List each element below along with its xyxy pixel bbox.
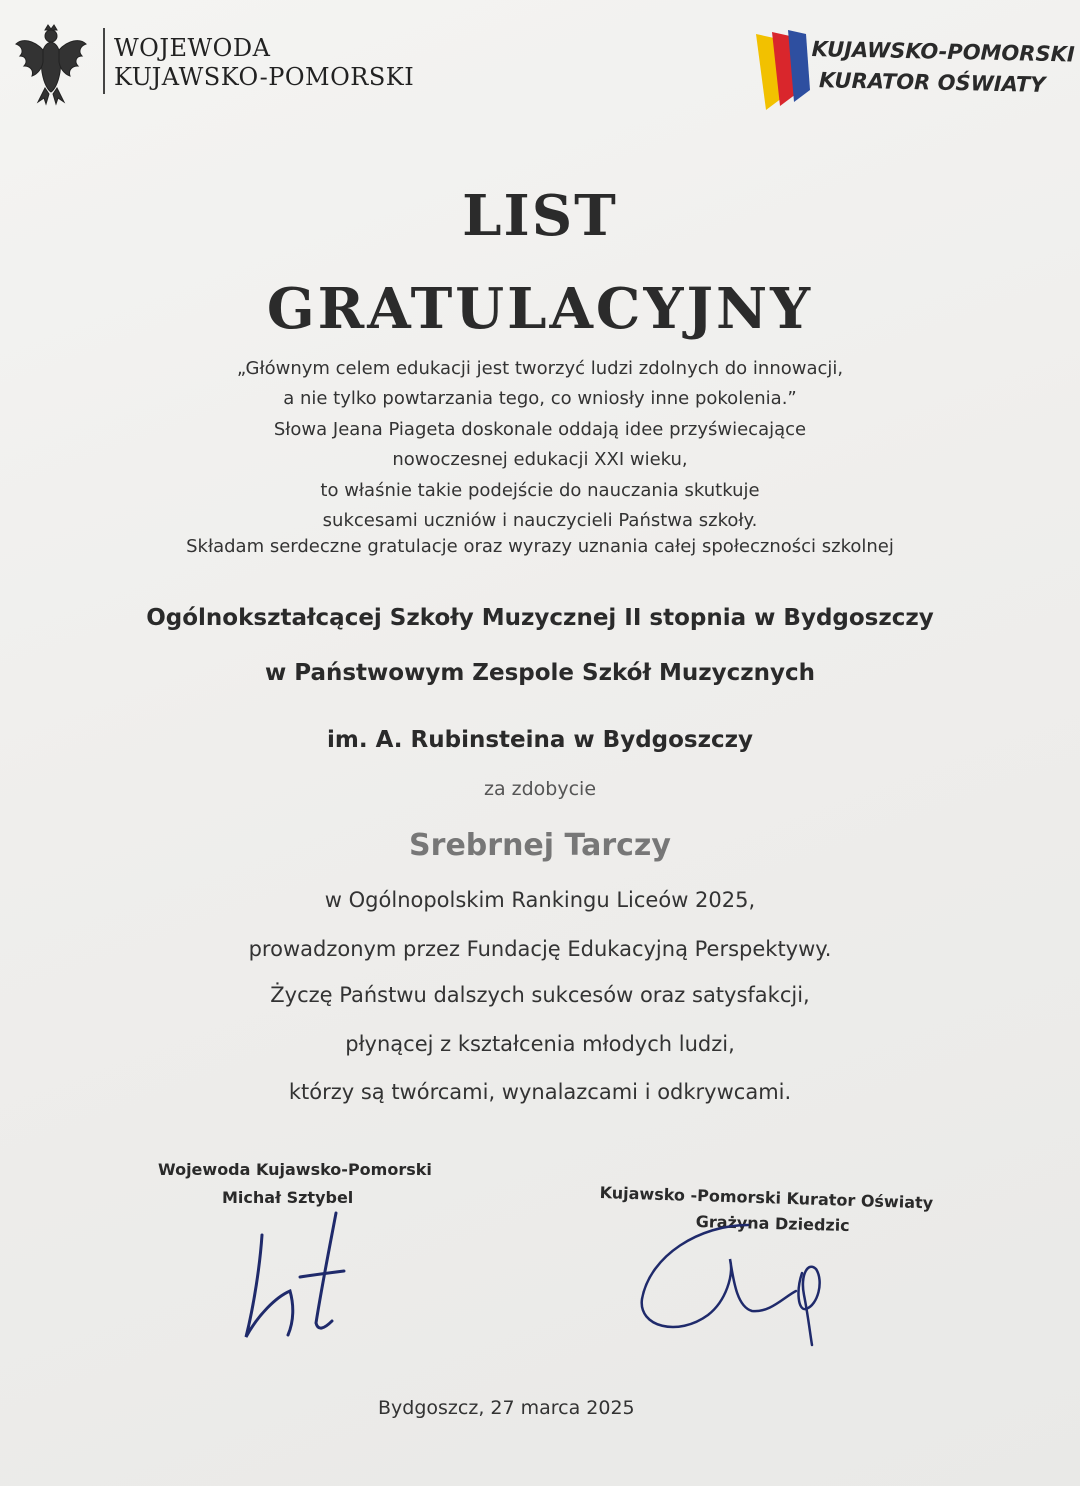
title-line1: LIST [462, 183, 618, 249]
kurator-stripes-icon [752, 28, 812, 114]
signature-right-scribble-icon [630, 1215, 850, 1355]
kurator-logo-line1: KUJAWSKO-POMORSKI [811, 36, 1075, 67]
quote-line-7: Składam serdeczne gratulacje oraz wyrazy uznania całej społeczności szkolnej [186, 536, 894, 557]
award-name: Srebrnej Tarczy [409, 828, 671, 863]
recipient-line-3: im. A. Rubinsteina w Bydgoszczy [326, 727, 754, 753]
for-text: za zdobycie [483, 778, 597, 800]
wojewoda-logo-text [114, 34, 414, 92]
wojewoda-logo-line1: WOJEWODA [114, 34, 271, 62]
signature-right-title: Kujawsko -Pomorski Kurator Oświaty [599, 1183, 934, 1213]
signature-left-title: Wojewoda Kujawsko-Pomorski [158, 1160, 432, 1179]
place-date: Bydgoszcz, 27 marca 2025 [378, 1397, 635, 1419]
quote-line-2: a nie tylko powtarzania tego, co wniosły inne pokolenia.” [283, 388, 797, 409]
closing-line-1: w Ogólnopolskim Rankingu Liceów 2025, [324, 888, 756, 912]
closing-line-4: płynącej z kształcenia młodych ludzi, [345, 1032, 735, 1056]
quote-line-3: Słowa Jeana Piageta doskonale oddają idee przyświecające [273, 419, 807, 440]
recipient-line-2: w Państwowym Zespole Szkół Muzycznych [264, 660, 816, 686]
quote-line-4: nowoczesnej edukacji XXI wieku, [392, 449, 688, 470]
closing-line-3: Życzę Państwu dalszych sukcesów oraz satysfakcji, [270, 983, 810, 1007]
signature-left-name: Michał Sztybel [222, 1188, 354, 1207]
title-line2: GRATULACYJNY [266, 276, 814, 342]
closing-line-5: którzy są twórcami, wynalazcami i odkrywcami. [288, 1080, 792, 1104]
kurator-logo-text [811, 34, 1075, 101]
wojewoda-logo-line2: KUJAWSKO-POMORSKI [114, 63, 415, 91]
quote-line-5: to właśnie takie podejście do nauczania skutkuje [320, 480, 760, 501]
signature-left-scribble-icon [232, 1205, 362, 1350]
recipient-line-1: Ogólnokształcącej Szkoły Muzycznej II stopnia w Bydgoszczy [146, 605, 934, 631]
quote-line-1: „Głównym celem edukacji jest tworzyć ludzi zdolnych do innowacji, [236, 358, 844, 379]
signature-right-name: Grażyna Dziedzic [695, 1212, 850, 1236]
kurator-logo-line2: KURATOR OŚWIATY [818, 68, 1046, 97]
polish-eagle-emblem-icon [12, 22, 90, 108]
closing-line-2: prowadzonym przez Fundację Edukacyjną Perspektywy. [248, 937, 832, 961]
header-separator [103, 28, 105, 94]
quote-line-6: sukcesami uczniów i nauczycieli Państwa szkoły. [322, 510, 758, 531]
